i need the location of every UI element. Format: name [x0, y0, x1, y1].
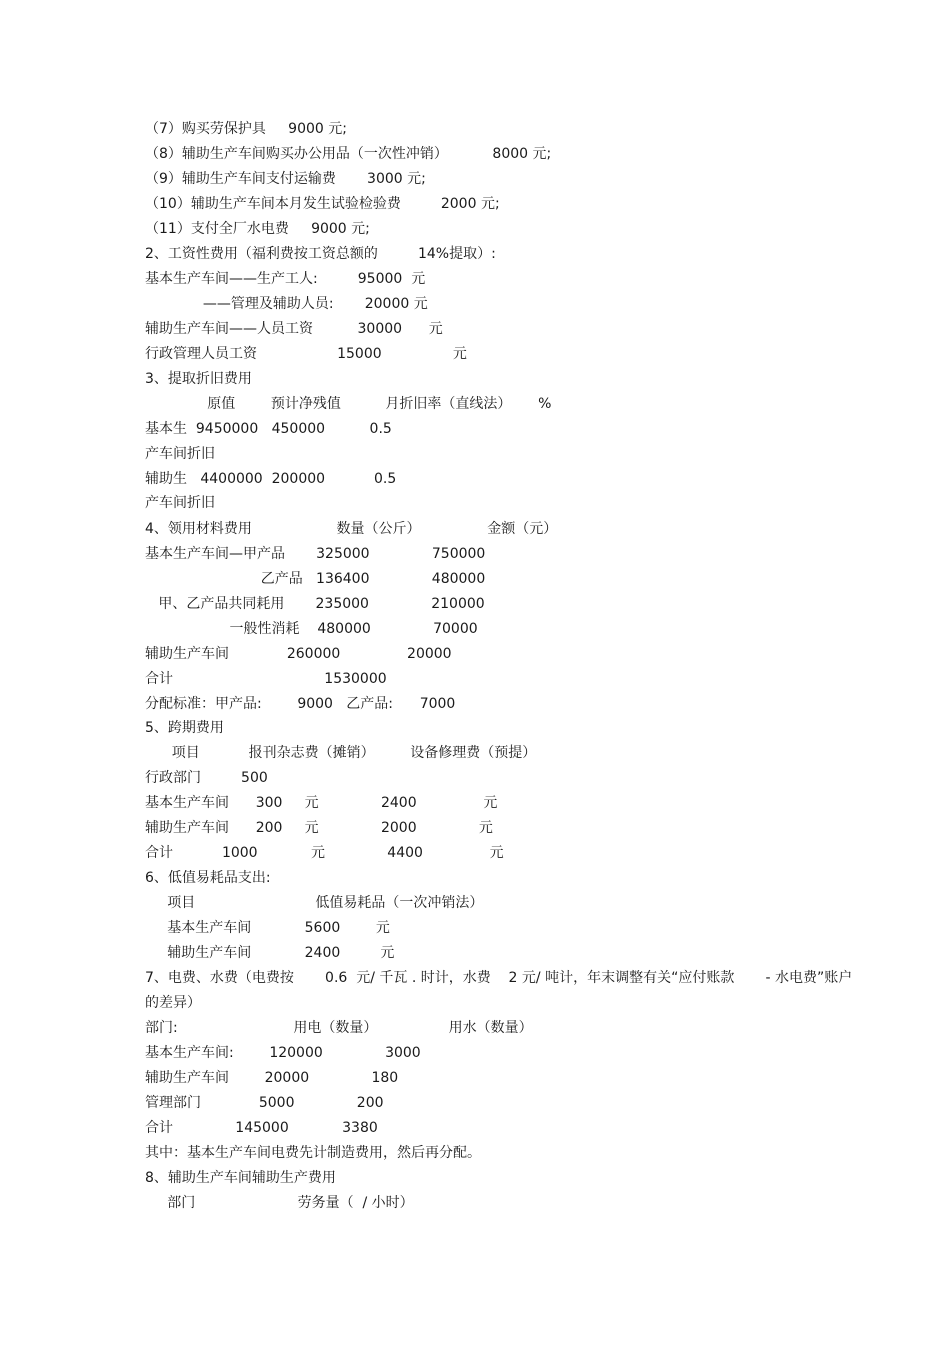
text-line-41: 合计 145000 3380 [145, 1120, 378, 1136]
text-line-22: 辅助生产车间 260000 20000 [145, 646, 452, 662]
text-line-32: 项目 低值易耗品（一次冲销法） [145, 895, 484, 911]
text-line-38: 基本生产车间: 120000 3000 [145, 1045, 421, 1061]
text-line-44: 部门 劳务量（ / 小时） [145, 1195, 414, 1211]
text-line-39: 辅助生产车间 20000 180 [145, 1070, 399, 1086]
text-line-18: 基本生产车间—甲产品 325000 750000 [145, 546, 486, 562]
text-line-24: 分配标准：甲产品: 9000 乙产品: 7000 [145, 696, 456, 712]
text-line-36: 的差异） [145, 995, 201, 1011]
text-line-16: 产车间折旧 [145, 495, 215, 511]
section-heading-5: 5、跨期费用 [145, 720, 224, 736]
text-line-28: 基本生产车间 300 元 2400 元 [145, 795, 498, 811]
text-line-29: 辅助生产车间 200 元 2000 元 [145, 820, 493, 836]
text-line-4: （10）辅助生产车间本月发生试验检验费 2000 元; [145, 196, 500, 212]
text-line-2: （8）辅助生产车间购买办公用品（一次性冲销） 8000 元; [145, 146, 552, 162]
text-line-42: 其中：基本生产车间电费先计制造费用，然后再分配。 [145, 1145, 481, 1161]
text-line-5: （11）支付全厂水电费 9000 元; [145, 221, 370, 237]
text-line-3: （9）辅助生产车间支付运输费 3000 元; [145, 171, 426, 187]
text-line-10: 行政管理人员工资 15000 元 [145, 346, 467, 362]
text-line-19: 乙产品 136400 480000 [145, 571, 486, 587]
text-line-23: 合计 1530000 [145, 671, 387, 687]
text-line-20: 甲、乙产品共同耗用 235000 210000 [145, 596, 485, 612]
section-heading-7: 7、电费、水费（电费按 0.6 元/ 千瓦 . 时计，水费 2 元/ 吨计，年末调整有关“应付账款 - 水电费”账户 [145, 970, 853, 986]
section-heading-2: 2、工资性费用（福利费按工资总额的 14%提取）: [145, 246, 496, 262]
text-line-14: 产车间折旧 [145, 446, 215, 462]
text-line-34: 辅助生产车间 2400 元 [145, 945, 395, 961]
text-line-12: 原值 预计净残值 月折旧率（直线法） % [145, 396, 552, 412]
text-line-21: 一般性消耗 480000 70000 [145, 621, 478, 637]
text-line-9: 辅助生产车间——人员工资 30000 元 [145, 321, 443, 337]
text-line-1: （7）购买劳保护具 9000 元; [145, 121, 347, 137]
text-line-7: 基本生产车间——生产工人: 95000 元 [145, 271, 426, 287]
text-line-37: 部门: 用电（数量） 用水（数量） [145, 1020, 533, 1036]
text-line-15: 辅助生 4400000 200000 0.5 [145, 471, 397, 487]
section-heading-8: 8、辅助生产车间辅助生产费用 [145, 1170, 336, 1186]
text-line-13: 基本生 9450000 450000 0.5 [145, 421, 392, 437]
text-line-30: 合计 1000 元 4400 元 [145, 845, 504, 861]
text-line-33: 基本生产车间 5600 元 [145, 920, 390, 936]
text-line-40: 管理部门 5000 200 [145, 1095, 384, 1111]
section-heading-6: 6、低值易耗品支出: [145, 870, 271, 886]
text-line-26: 项目 报刊杂志费（摊销） 设备修理费（预提） [145, 745, 537, 761]
text-line-27: 行政部门 500 [145, 770, 268, 786]
section-heading-4: 4、领用材料费用 数量（公斤） 金额（元） [145, 521, 558, 537]
text-line-8: ——管理及辅助人员: 20000 元 [145, 296, 428, 312]
section-heading-3: 3、提取折旧费用 [145, 371, 252, 387]
